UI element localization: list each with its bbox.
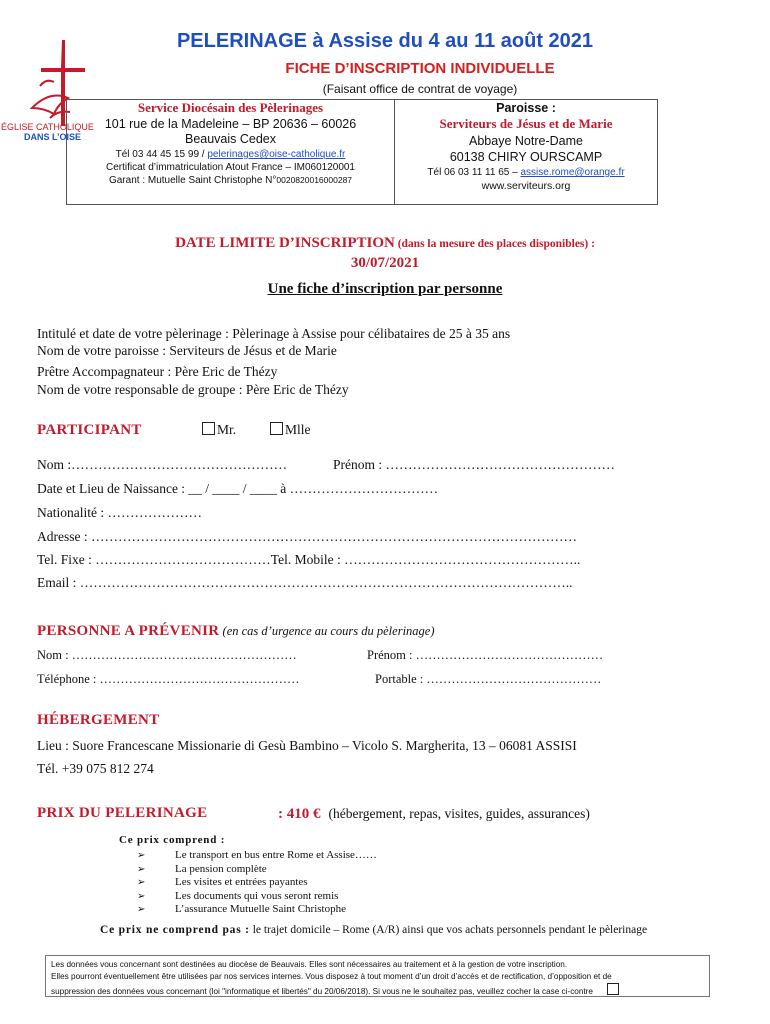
price-includes-item-text: L’assurance Mutuelle Saint Christophe xyxy=(175,903,346,915)
price-details: (hébergement, repas, visites, guides, assurances) xyxy=(328,806,590,821)
privacy-notice xyxy=(45,955,710,997)
arrow-bullet-icon: ➢ xyxy=(137,863,146,875)
contact-info-box xyxy=(66,99,658,205)
priest-line: Prêtre Accompagnateur : Père Eric de Thézy xyxy=(37,364,278,379)
price-includes-item-text: Les documents qui vous seront remis xyxy=(175,889,339,902)
arrow-bullet-icon: ➢ xyxy=(137,877,146,888)
service-column xyxy=(67,100,394,186)
birth-date-place-field[interactable]: Date et Lieu de Naissance : __ / ____ / ____ à …………………………… xyxy=(37,481,439,496)
page-subtitle: FICHE D’INSCRIPTION INDIVIDUELLE xyxy=(285,60,555,77)
mr-checkbox[interactable] xyxy=(202,422,215,435)
mlle-checkbox[interactable] xyxy=(270,422,283,435)
parish-name: Serviteurs de Jésus et de Marie xyxy=(439,116,613,131)
price-excludes-line xyxy=(100,924,647,936)
parish-place: Abbaye Notre-Dame xyxy=(469,134,583,148)
contract-note: (Faisant office de contrat de voyage) xyxy=(322,82,518,96)
deadline-note: (dans la mesure des places disponibles) : xyxy=(394,238,595,250)
phone-field[interactable]: Tel. Fixe : …………………………………Tel. Mobile : …………………………………………….. xyxy=(37,552,581,567)
price-includes-item-text: La pension complète xyxy=(175,862,267,875)
price-amount: : 410 € xyxy=(278,806,321,822)
parish-city: 60138 CHIRY OURSCAMP xyxy=(449,150,603,164)
price-includes-label: Ce prix comprend : xyxy=(119,834,226,846)
arrow-bullet-icon: ➢ xyxy=(137,890,146,902)
contact-name-field[interactable]: Nom : ……………………………………………… xyxy=(37,648,297,662)
price-includes-item xyxy=(137,876,377,890)
parish-phone-line xyxy=(395,167,657,178)
privacy-line3: suppression des données vous concernant (loi "informatique et libertés" du 20/06/2018). Si vous ne le souhaitez pas, veuillez cocher la case ci-contre xyxy=(51,987,593,996)
accommodation-heading: HÉBERGEMENT xyxy=(37,712,160,728)
price-heading: PRIX DU PELERINAGE xyxy=(37,805,208,821)
service-email-link[interactable]: pelerinages@oise-catholique.fr xyxy=(207,149,346,160)
service-certificate: Certificat d’immatriculation Atout France – IM060120001 xyxy=(105,162,355,173)
price-includes-item xyxy=(137,849,377,863)
page-title: PELERINAGE à Assise du 4 au 11 août 2021 xyxy=(176,30,594,52)
arrow-bullet-icon: ➢ xyxy=(137,904,146,915)
contact-mobile-field[interactable]: Portable : …………………………………… xyxy=(375,672,602,686)
price-excludes-text: le trajet domicile – Rome (A/R) ainsi que vos achats personnels pendant le pèlerinage xyxy=(249,924,648,936)
participant-name-field[interactable]: Nom :………………………………………… xyxy=(37,457,288,472)
logo-text-line1: ÉGLISE CATHOLIQUE xyxy=(1,122,94,132)
one-form-per-person: Une fiche d’inscription par personne xyxy=(267,281,503,297)
service-phone-line xyxy=(67,149,394,160)
service-address2: Beauvais Cedex xyxy=(184,132,277,146)
title-mr-option[interactable] xyxy=(202,422,236,438)
service-guarantor-line xyxy=(67,175,394,186)
privacy-line2: Elles pourront éventuellement être utilisées par nos services internes. Vous disposez à tout moment d’un droit d’accès et de rectification, d’opposition et de xyxy=(51,972,612,981)
accommodation-phone: Tél. +39 075 812 274 xyxy=(37,761,154,776)
emergency-contact-note: (en cas d’urgence au cours du pèlerinage) xyxy=(219,624,435,638)
price-includes-item xyxy=(137,890,377,904)
parish-label: Paroisse : xyxy=(496,101,556,115)
service-address1: 101 rue de la Madeleine – BP 20636 – 60026 xyxy=(104,117,357,131)
parish-name-line: Nom de votre paroisse : Serviteurs de Jésus et de Marie xyxy=(37,343,337,358)
arrow-bullet-icon: ➢ xyxy=(137,850,146,861)
logo-text-line2: DANS L’OISE xyxy=(24,132,82,142)
privacy-line3-wrap xyxy=(51,983,704,998)
parish-website[interactable]: www.serviteurs.org xyxy=(481,180,571,192)
price-includes-list xyxy=(137,849,377,917)
contact-phone-field[interactable]: Téléphone : ………………………………………… xyxy=(37,672,300,686)
mlle-label: Mlle xyxy=(285,422,311,437)
price-includes-item xyxy=(137,863,377,877)
price-includes-item xyxy=(137,903,377,917)
price-excludes-label: Ce prix ne comprend pas : xyxy=(100,924,250,936)
price-includes-item-text: Les visites et entrées payantes xyxy=(175,876,308,888)
emergency-contact-heading: PERSONNE A PRÉVENIR xyxy=(37,623,220,639)
price-line xyxy=(278,805,590,823)
deadline-block xyxy=(0,234,770,272)
parish-email-link[interactable]: assise.rome@orange.fr xyxy=(520,167,625,178)
address-field[interactable]: Adresse : ……………………………………………………………………………………………… xyxy=(37,529,577,544)
contact-firstname-field[interactable]: Prénom : ……………………………………… xyxy=(367,648,604,662)
emergency-contact-heading-line xyxy=(37,622,435,640)
group-leader-line: Nom de votre responsable de groupe : Père Eric de Thézy xyxy=(37,382,349,397)
mr-label: Mr. xyxy=(217,422,237,437)
participant-heading: PARTICIPANT xyxy=(37,422,142,438)
parish-phone: Tél 06 03 11 11 65 – xyxy=(427,167,521,178)
accommodation-place: Lieu : Suore Francescane Missionarie di Gesù Bambino – Vicolo S. Margherita, 13 – 06081 ASSISI xyxy=(37,738,577,753)
service-phone: Tél 03 44 45 15 99 / xyxy=(115,149,208,160)
privacy-line1: Les données vous concernant sont destinées au diocèse de Beauvais. Elles sont nécessaires au traitement et à la gestion de votre inscription. xyxy=(51,960,568,969)
deadline-date: 30/07/2021 xyxy=(350,255,420,271)
price-includes-item-text: Le transport en bus entre Rome et Assise…… xyxy=(175,849,377,861)
deadline-label: DATE LIMITE D’INSCRIPTION xyxy=(175,235,395,251)
pilgrimage-title-line: Intitulé et date de votre pèlerinage : Pèlerinage à Assise pour célibataires de 25 à 35 ans xyxy=(37,326,511,341)
privacy-opt-out-checkbox[interactable] xyxy=(607,983,619,995)
title-mlle-option[interactable] xyxy=(270,422,311,438)
guarantor-number: 0020820016000287 xyxy=(276,175,353,185)
nationality-field[interactable]: Nationalité : ………………… xyxy=(37,505,202,520)
participant-firstname-field[interactable]: Prénom : …………………………………………… xyxy=(333,457,615,472)
email-field[interactable]: Email : ……………………………………………………………………………………………….. xyxy=(37,575,573,590)
service-name: Service Diocésain des Pèlerinages xyxy=(137,100,324,115)
parish-column xyxy=(395,100,657,192)
guarantor-label: Garant : Mutuelle Saint Christophe N° xyxy=(108,175,277,186)
